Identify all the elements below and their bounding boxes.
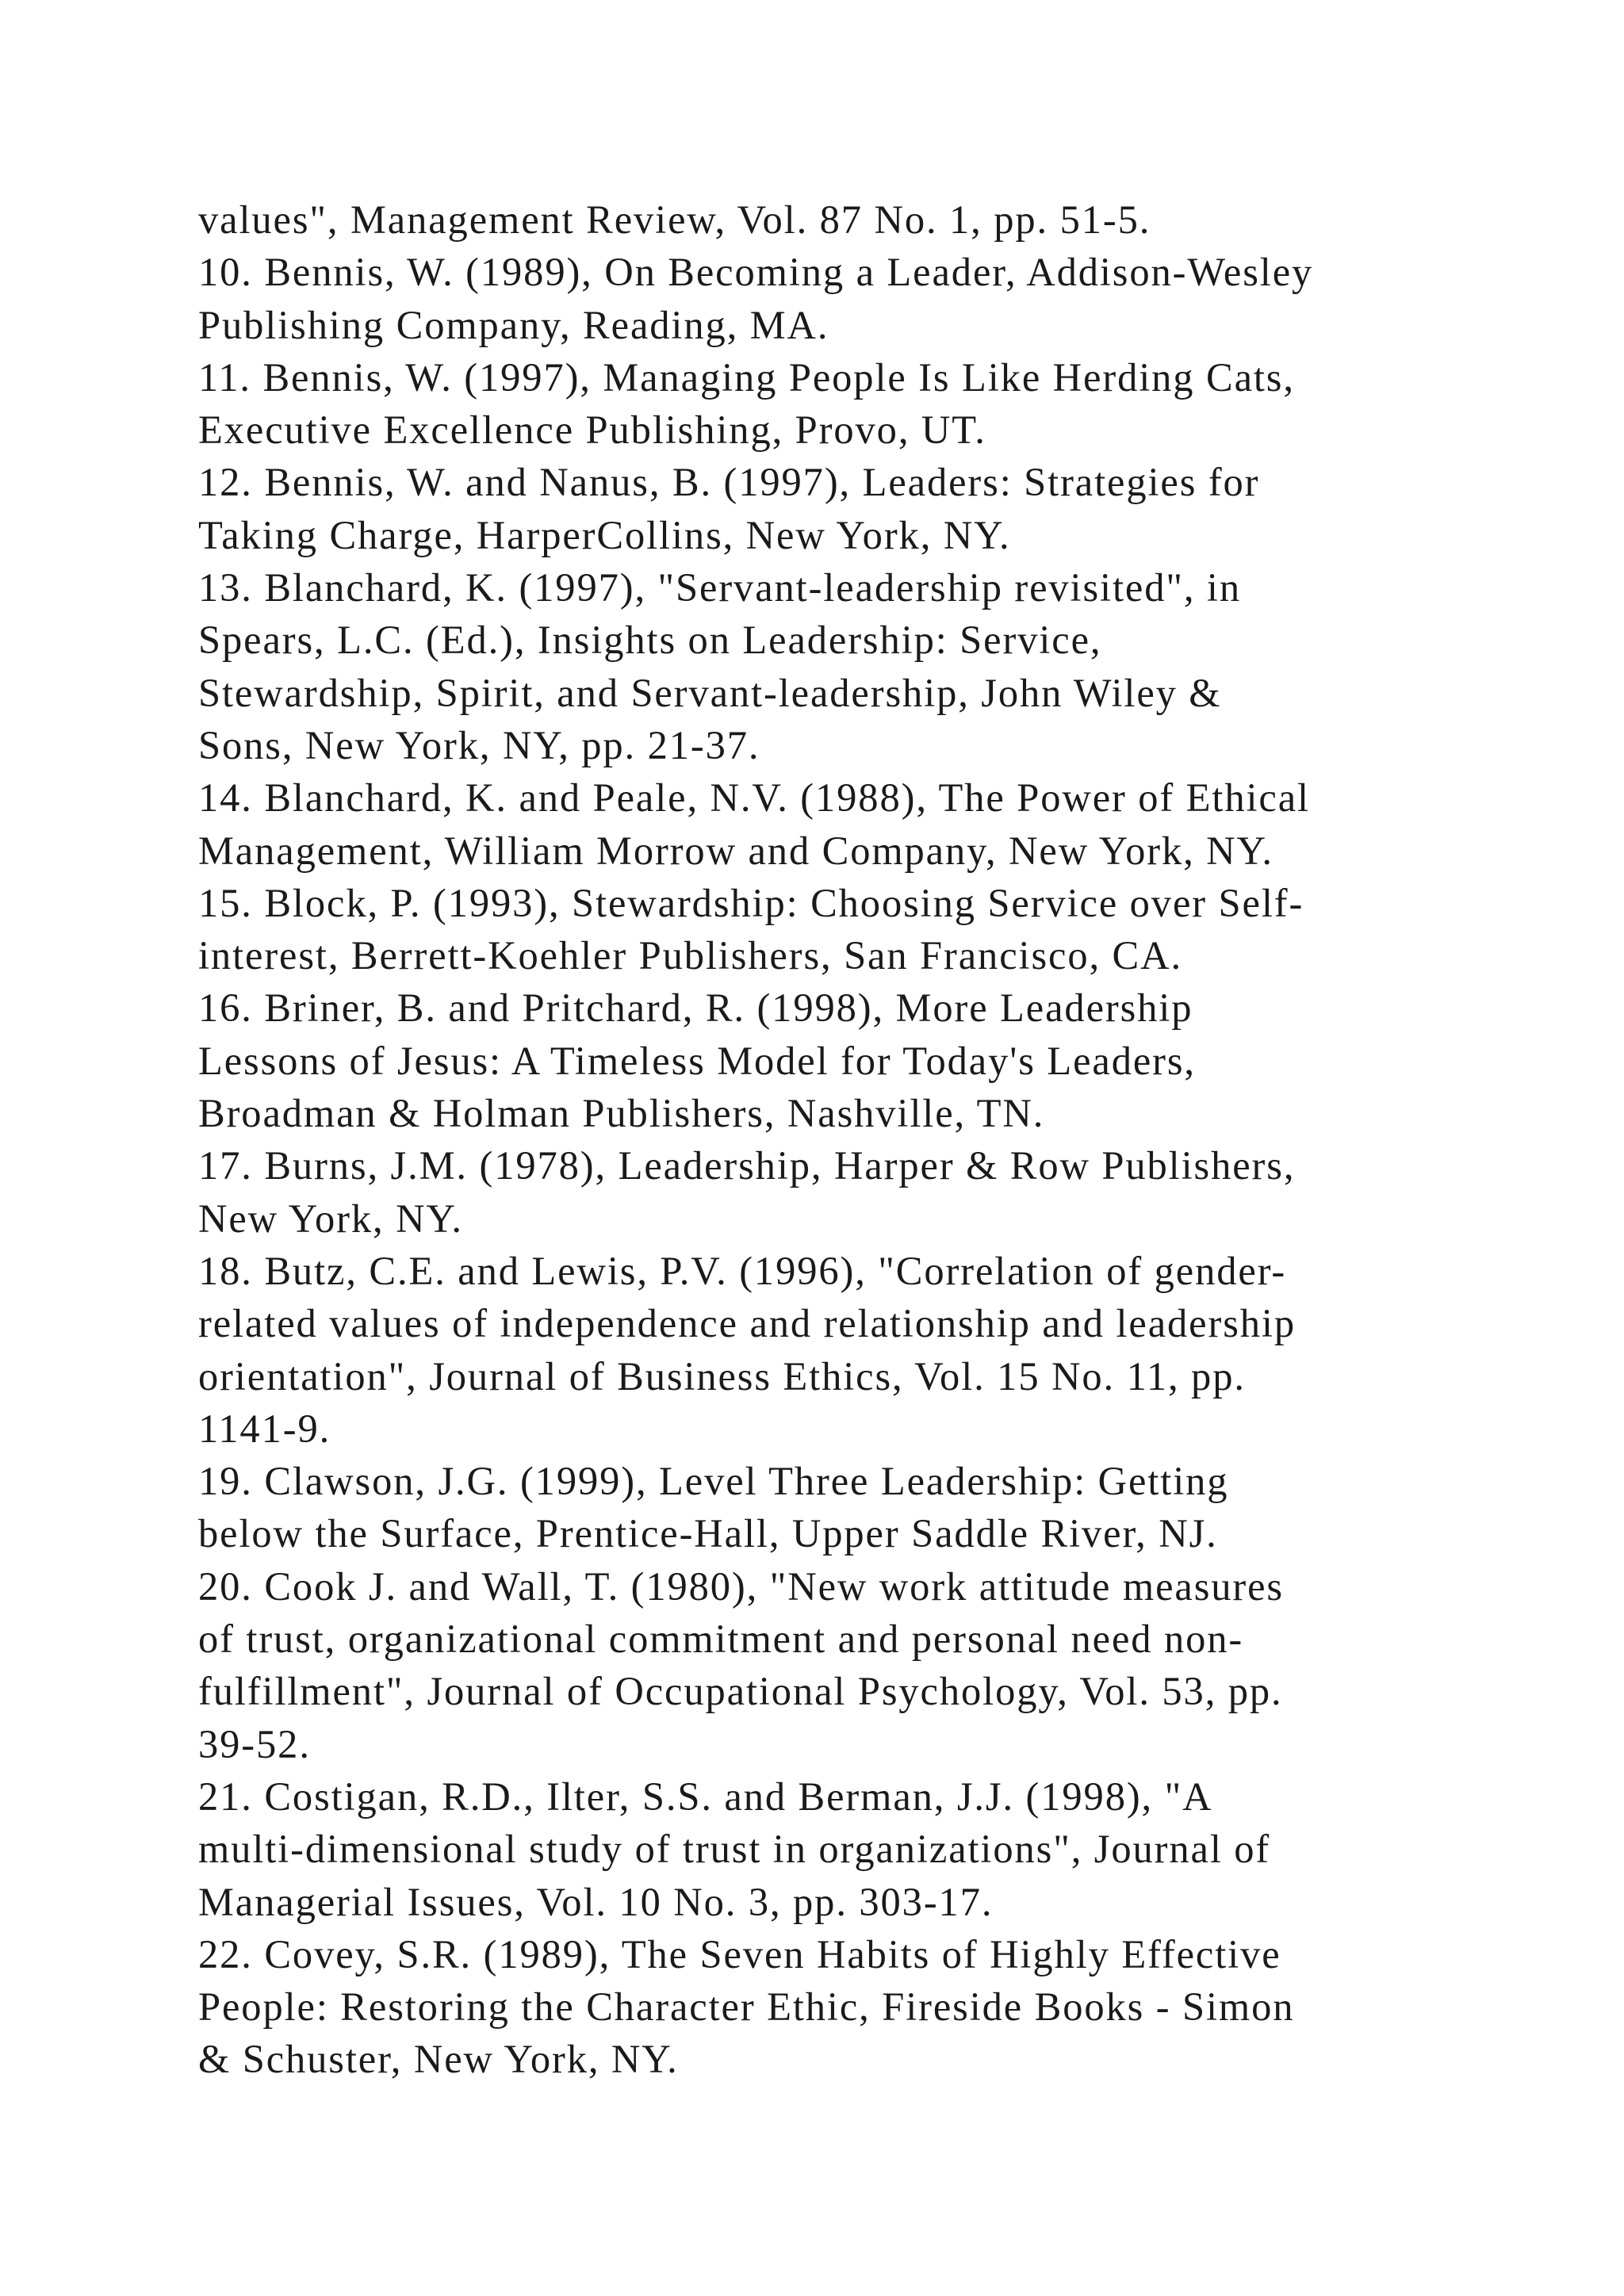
reference-text-line: Stewardship, Spirit, and Servant-leadership, John Wiley &	[198, 670, 1222, 715]
reference-text-line: Lessons of Jesus: A Timeless Model for Today's Leaders,	[198, 1038, 1196, 1083]
reference-text-line: 39-52.	[198, 1721, 311, 1766]
reference-text-line: 19. Clawson, J.G. (1999), Level Three Leadership: Getting	[198, 1459, 1229, 1504]
reference-text-line: Managerial Issues, Vol. 10 No. 3, pp. 303-17.	[198, 1879, 994, 1924]
reference-text-line: Sons, New York, NY, pp. 21-37.	[198, 722, 760, 767]
reference-text-line: & Schuster, New York, NY.	[198, 2037, 679, 2082]
reference-text-line: 16. Briner, B. and Pritchard, R. (1998), More Leadership	[198, 985, 1193, 1031]
reference-text-line: Management, William Morrow and Company, New York, NY.	[198, 828, 1274, 873]
reference-text-line: 14. Blanchard, K. and Peale, N.V. (1988), The Power of Ethical	[198, 775, 1310, 821]
reference-text-line: New York, NY.	[198, 1196, 463, 1241]
reference-text-line: below the Surface, Prentice-Hall, Upper Saddle River, NJ.	[198, 1511, 1218, 1556]
reference-text-line: values", Management Review, Vol. 87 No. 1, pp. 51-5.	[198, 197, 1151, 242]
reference-text-line: 22. Covey, S.R. (1989), The Seven Habits of Highly Effective	[198, 1931, 1281, 1976]
reference-text-line: 17. Burns, J.M. (1978), Leadership, Harper & Row Publishers,	[198, 1143, 1296, 1188]
reference-text-line: 20. Cook J. and Wall, T. (1980), "New work attitude measures	[198, 1563, 1284, 1609]
reference-text-line: 1141-9.	[198, 1406, 331, 1451]
reference-text-line: of trust, organizational commitment and personal need non-	[198, 1617, 1244, 1662]
reference-text-line: multi-dimensional study of trust in organizations", Journal of	[198, 1827, 1271, 1872]
reference-text-line: Spears, L.C. (Ed.), Insights on Leadership: Service,	[198, 618, 1102, 663]
reference-text-line: orientation", Journal of Business Ethics, Vol. 15 No. 11, pp.	[198, 1353, 1246, 1399]
reference-text-line: fulfillment", Journal of Occupational Psychology, Vol. 53, pp.	[198, 1669, 1283, 1714]
reference-text-line: People: Restoring the Character Ethic, Fireside Books - Simon	[198, 1984, 1295, 2030]
reference-text-line: 11. Bennis, W. (1997), Managing People Is Like Herding Cats,	[198, 354, 1295, 400]
reference-text-line: interest, Berrett-Koehler Publishers, San Francisco, CA.	[198, 933, 1182, 978]
reference-list	[198, 193, 1483, 2086]
reference-text-line: Publishing Company, Reading, MA.	[198, 302, 829, 347]
reference-text-line: 10. Bennis, W. (1989), On Becoming a Leader, Addison-Wesley	[198, 250, 1314, 295]
reference-text-line: 21. Costigan, R.D., Ilter, S.S. and Berman, J.J. (1998), "A	[198, 1774, 1213, 1819]
reference-text-line: 15. Block, P. (1993), Stewardship: Choosing Service over Self-	[198, 880, 1304, 925]
reference-text-line: related values of independence and relationship and leadership	[198, 1301, 1296, 1346]
reference-text-line: 13. Blanchard, K. (1997), "Servant-leadership revisited", in	[198, 565, 1242, 610]
reference-text-line: Broadman & Holman Publishers, Nashville, TN.	[198, 1091, 1045, 1136]
reference-text-line: 18. Butz, C.E. and Lewis, P.V. (1996), "Correlation of gender-	[198, 1248, 1287, 1293]
reference-text-line: Taking Charge, HarperCollins, New York, NY.	[198, 512, 1011, 557]
reference-text-line: 12. Bennis, W. and Nanus, B. (1997), Leaders: Strategies for	[198, 460, 1260, 505]
reference-text-line: Executive Excellence Publishing, Provo, UT.	[198, 408, 986, 453]
